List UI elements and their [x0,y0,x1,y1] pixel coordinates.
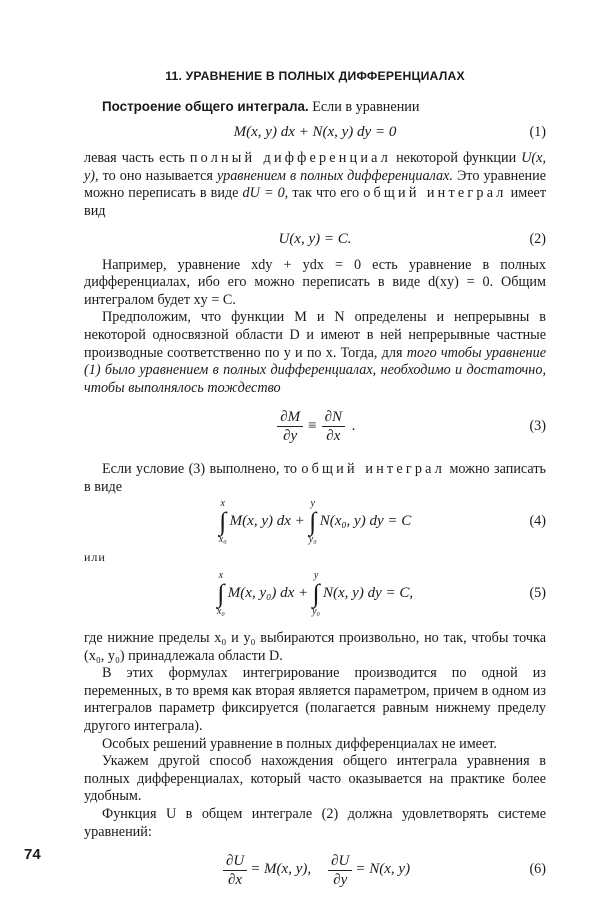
eq5-integral-1 [217,571,225,617]
equation-3 [84,403,546,449]
paragraph-7: В этих формулах интегрирование производится по одной из переменных, в то время как вторая является параметром, причем в одном из интегралов параметр фиксируется (полагается равным нижнему пределу другого интеграла). [84,665,546,735]
word-or: или [84,549,106,564]
integral-sign: ∫ [217,579,225,609]
eq5-integrand-2: N(x, y) dy = C, [323,585,414,602]
eq2-number: (2) [529,230,546,247]
eq1-expr: M(x, y) dx + N(x, y) dy = 0 [233,124,397,141]
paragraph-8: Особых решений уравнение в полных дифференциалах не имеет. [102,735,497,752]
integral-sign: ∫ [219,506,227,536]
paragraph-6: где нижние пределы x₀ и y₀ выбираются произвольно, но так, чтобы точка (x₀, y₀) принадлежала области D. [84,630,546,664]
eq5-upper-1: x [218,570,224,582]
eq5-integral-2 [312,571,320,617]
paragraph-10: Функция U в общем интеграле (2) должна удовлетворять системе уравнений: [84,806,546,840]
paragraph-4 [84,309,546,397]
eq6-frac-2 [328,852,352,889]
p2-d: то оно называется [102,167,213,184]
eq3-numerator-1: ∂M [277,408,303,427]
p2-spaced-term-1: полный дифференциал [189,150,392,167]
equation-4 [84,497,546,547]
eq4-lower-2: y₀ [308,533,317,545]
eq4-integral-1 [219,499,227,545]
page-body [84,62,546,893]
p4-a: Предположим, что функции M и N определены и непрерывны в некоторой односвязной области D и имеют в ней непрерывные частные производные соответственно по y и по x. Тогда, для [84,309,546,361]
p2-h: так что его [292,185,360,202]
eq4-number: (4) [529,512,546,529]
eq3-frac-right [322,408,345,445]
integral-sign: ∫ [312,579,320,609]
paragraph-2 [84,150,546,220]
eq3-identity-sign: ≡ [308,417,317,434]
p1-text: Если в уравнении [312,98,420,115]
p2-f: Это уравнение можно переписать в виде [84,167,547,202]
eq6-denominator-2: ∂y [333,871,348,888]
eq5-integrand-1: M(x, y₀) dx + [227,585,309,602]
eq3-frac-left [277,408,303,445]
paragraph-5 [84,461,546,496]
p2-e: уравнением в полных дифференциалах. [216,167,453,184]
p2-b: некоторой функции [396,150,517,167]
p2-g: dU = 0, [242,185,289,202]
paragraph-3: Например, уравнение xdy + ydx = 0 есть уравнение в полных дифференциалах, ибо его можно переписать в виде d(xy) = 0. Общим интегралом будет xy = C. [84,256,546,308]
p2-c: U(x, y), [84,150,547,184]
eq1-number: (1) [529,124,546,141]
eq3-period: . [352,417,356,434]
eq6-number: (6) [529,861,546,878]
eq6-denominator-1: ∂x [228,871,243,888]
paragraph-9: Укажем другой способ нахождения общего интеграла уравнения в полных дифференциалах, который часто оказывается на практике более удобным. [84,753,546,805]
eq4-integrand-2: N(x₀, y) dy = C [319,512,412,529]
equation-2 [84,227,546,253]
eq6-frac-1 [223,852,247,889]
eq6-rhs-1: = M(x, y), [250,861,312,878]
equation-6 [84,847,546,893]
eq4-integral-2 [309,499,317,545]
p4-b: того чтобы уравнение (1) было уравнением в полных дифференциалах, необходимо и достаточно, чтобы выполнялось тождество [84,344,546,396]
page-number: 74 [24,846,41,863]
p5-spaced-term: общий интеграл [301,461,446,478]
eq4-lower-1: x₀ [218,533,227,545]
eq6-numerator-2: ∂U [328,852,352,871]
eq2-expr: U(x, y) = C. [278,230,352,247]
eq4-upper-2: y [310,497,315,509]
eq3-numerator-2: ∂N [322,408,345,427]
equation-5 [84,568,546,620]
eq3-number: (3) [529,417,546,434]
eq4-integrand-1: M(x, y) dx + [229,512,305,529]
eq3-denominator-2: ∂x [326,427,341,444]
p5-a: Если условие (3) выполнено, то [102,461,297,478]
eq5-upper-2: y [313,570,319,582]
paragraph-1 [84,98,546,117]
p5-b: можно записать в виде [84,461,547,495]
eq4-upper-1: x [220,497,225,509]
eq6-rhs-2: = N(x, y) [355,861,411,878]
lead-heading: Построение общего интеграла. [102,98,309,114]
eq5-number: (5) [529,585,546,602]
eq3-denominator-1: ∂y [283,427,298,444]
eq5-lower-1: x₀ [216,606,225,618]
p2-a: левая часть есть [84,150,185,167]
p2-i: имеет вид [84,185,547,219]
integral-sign: ∫ [309,506,317,536]
p2-spaced-term-2: общий интеграл [363,185,507,202]
section-title: 11. УРАВНЕНИЕ В ПОЛНЫХ ДИФФЕРЕНЦИАЛАХ [165,69,465,83]
eq5-lower-2: y₀ [312,606,321,618]
eq6-numerator-1: ∂U [223,852,247,871]
equation-1 [84,120,546,146]
